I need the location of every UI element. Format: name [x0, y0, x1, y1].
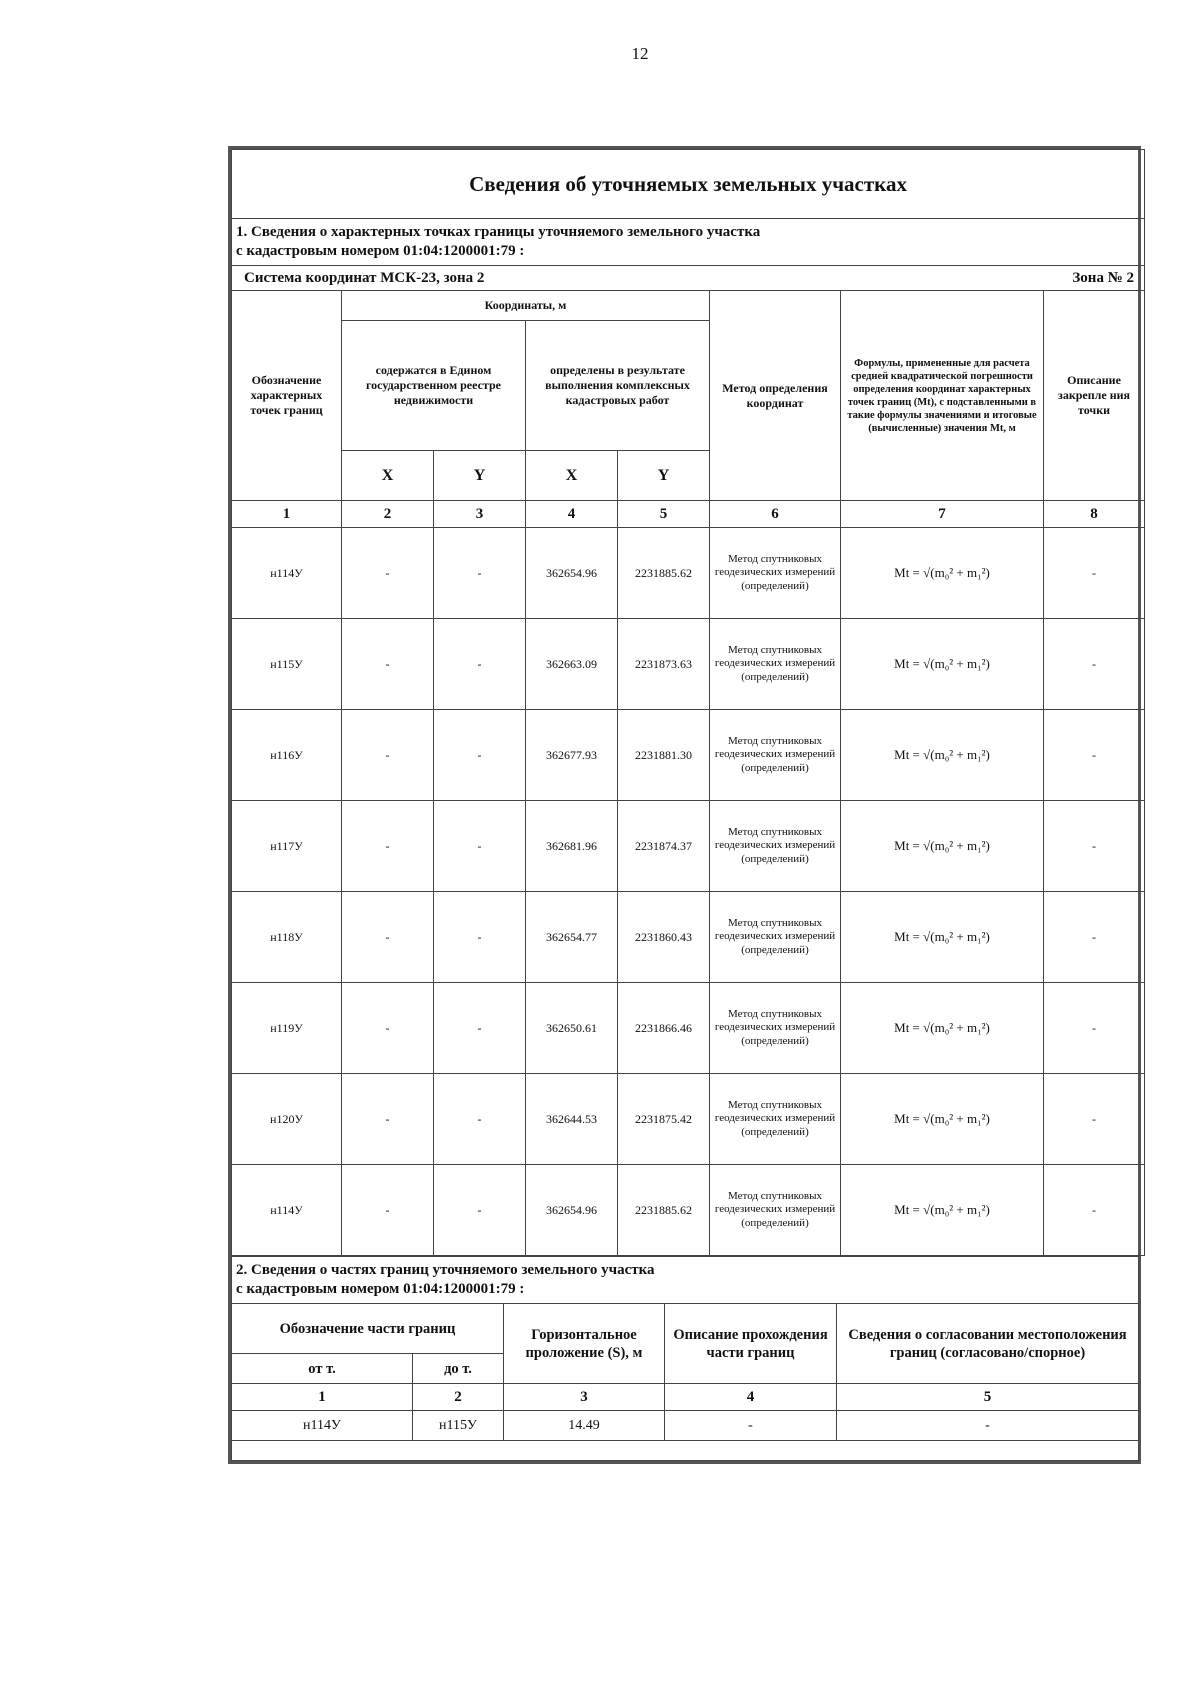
y-registry: -	[434, 528, 526, 619]
blank-row	[232, 1441, 1139, 1461]
header-x-determined: X	[526, 451, 618, 501]
coord-system-row	[232, 266, 1145, 291]
point-description: -	[1044, 983, 1145, 1074]
y-registry: -	[434, 1165, 526, 1256]
x-coordinate: 362681.96	[526, 801, 618, 892]
y-registry: -	[434, 1074, 526, 1165]
formula: Mt = √(m₀² + m₁²)	[841, 1074, 1044, 1165]
column-number: 1	[232, 501, 342, 528]
section1-heading-line2: с кадастровым номером 01:04:1200001:79 :	[236, 243, 525, 259]
x-coordinate: 362654.96	[526, 528, 618, 619]
y-registry: -	[434, 892, 526, 983]
table-row	[232, 1165, 1145, 1256]
document-frame	[228, 146, 1141, 1464]
formula: Mt = √(m₀² + m₁²)	[841, 619, 1044, 710]
header-y-registry: Y	[434, 451, 526, 501]
section2-column-numbers-row	[232, 1384, 1139, 1411]
formula: Mt = √(m₀² + m₁²)	[841, 892, 1044, 983]
header-determined: определены в результате выполнения комплексных кадастровых работ	[526, 321, 710, 451]
formula: Mt = √(m₀² + m₁²)	[841, 528, 1044, 619]
y-registry: -	[434, 619, 526, 710]
x-registry: -	[342, 710, 434, 801]
point-description: -	[1044, 1165, 1145, 1256]
method: Метод спутниковых геодезических измерений (определений)	[710, 1165, 841, 1256]
point-description: -	[1044, 619, 1145, 710]
y-registry: -	[434, 983, 526, 1074]
part-passage: -	[665, 1411, 837, 1441]
table-row	[232, 1411, 1139, 1441]
section1-heading-line1: 1. Сведения о характерных точках границы уточняемого земельного участка	[236, 224, 761, 240]
header-designation: Обозначение характерных точек границ	[232, 291, 342, 501]
table-row	[232, 619, 1145, 710]
column-number: 3	[434, 501, 526, 528]
point-name: н116У	[232, 710, 342, 801]
header-passage: Описание прохождения части границ	[665, 1304, 837, 1384]
method: Метод спутниковых геодезических измерений (определений)	[710, 1074, 841, 1165]
point-description: -	[1044, 801, 1145, 892]
part-to: н115У	[413, 1411, 504, 1441]
method: Метод спутниковых геодезических измерений (определений)	[710, 710, 841, 801]
header-to: до т.	[413, 1354, 504, 1384]
section2-heading-line1: 2. Сведения о частях границ уточняемого земельного участка	[236, 1262, 655, 1278]
column-number: 2	[413, 1384, 504, 1411]
y-registry: -	[434, 710, 526, 801]
header-description: Описание закрепле ния точки	[1044, 291, 1145, 501]
column-number: 5	[837, 1384, 1139, 1411]
point-name: н114У	[232, 1165, 342, 1256]
section2-table	[231, 1256, 1139, 1461]
part-agreement: -	[837, 1411, 1139, 1441]
point-name: н115У	[232, 619, 342, 710]
header-distance: Горизонтальное проложение (S), м	[504, 1304, 665, 1384]
header-method: Метод определения координат	[710, 291, 841, 501]
document-title: Сведения об уточняемых земельных участках	[232, 150, 1145, 219]
column-number: 5	[618, 501, 710, 528]
y-coordinate: 2231874.37	[618, 801, 710, 892]
y-registry: -	[434, 801, 526, 892]
x-registry: -	[342, 892, 434, 983]
table-row	[232, 710, 1145, 801]
x-registry: -	[342, 1074, 434, 1165]
point-name: н118У	[232, 892, 342, 983]
point-description: -	[1044, 1074, 1145, 1165]
x-registry: -	[342, 619, 434, 710]
coord-system: Система координат МСК-23, зона 2	[244, 269, 485, 286]
y-coordinate: 2231866.46	[618, 983, 710, 1074]
header-part: Обозначение части границ	[232, 1304, 504, 1354]
method: Метод спутниковых геодезических измерений (определений)	[710, 983, 841, 1074]
x-coordinate: 362644.53	[526, 1074, 618, 1165]
y-coordinate: 2231873.63	[618, 619, 710, 710]
y-coordinate: 2231881.30	[618, 710, 710, 801]
formula: Mt = √(m₀² + m₁²)	[841, 801, 1044, 892]
y-coordinate: 2231875.42	[618, 1074, 710, 1165]
page-number: 12	[631, 44, 649, 63]
x-registry: -	[342, 528, 434, 619]
x-coordinate: 362650.61	[526, 983, 618, 1074]
x-registry: -	[342, 983, 434, 1074]
column-number: 7	[841, 501, 1044, 528]
part-from: н114У	[232, 1411, 413, 1441]
header-agreement: Сведения о согласовании местоположения границ (согласовано/спорное)	[837, 1304, 1139, 1384]
x-registry: -	[342, 801, 434, 892]
table-row	[232, 801, 1145, 892]
y-coordinate: 2231860.43	[618, 892, 710, 983]
x-registry: -	[342, 1165, 434, 1256]
point-name: н119У	[232, 983, 342, 1074]
section1-table	[231, 149, 1145, 1256]
column-number: 1	[232, 1384, 413, 1411]
column-numbers-row	[232, 501, 1145, 528]
point-name: н117У	[232, 801, 342, 892]
part-distance: 14.49	[504, 1411, 665, 1441]
header-formulas: Формулы, примененные для расчета средней квадратической погрешности определения координат характерных точек границ (Mt), с подставленными в такие формулы значениями и итоговые (вычисленные) значения Mt, м	[841, 291, 1044, 501]
y-coordinate: 2231885.62	[618, 528, 710, 619]
y-coordinate: 2231885.62	[618, 1165, 710, 1256]
section2-heading	[232, 1257, 1139, 1304]
point-description: -	[1044, 892, 1145, 983]
x-coordinate: 362654.77	[526, 892, 618, 983]
formula: Mt = √(m₀² + m₁²)	[841, 1165, 1044, 1256]
x-coordinate: 362677.93	[526, 710, 618, 801]
formula: Mt = √(m₀² + m₁²)	[841, 710, 1044, 801]
x-coordinate: 362654.96	[526, 1165, 618, 1256]
method: Метод спутниковых геодезических измерений (определений)	[710, 619, 841, 710]
method: Метод спутниковых геодезических измерений (определений)	[710, 801, 841, 892]
column-number: 4	[526, 501, 618, 528]
section1-heading	[232, 219, 1145, 266]
x-coordinate: 362663.09	[526, 619, 618, 710]
header-in-registry: содержатся в Едином государственном реестре недвижимости	[342, 321, 526, 451]
header-coordinates: Координаты, м	[342, 291, 710, 321]
column-number: 6	[710, 501, 841, 528]
column-number: 2	[342, 501, 434, 528]
section2-heading-line2: с кадастровым номером 01:04:1200001:79 :	[236, 1281, 525, 1297]
header-x-registry: X	[342, 451, 434, 501]
column-number: 8	[1044, 501, 1145, 528]
column-number: 4	[665, 1384, 837, 1411]
method: Метод спутниковых геодезических измерений (определений)	[710, 892, 841, 983]
point-name: н114У	[232, 528, 342, 619]
point-description: -	[1044, 528, 1145, 619]
header-from: от т.	[232, 1354, 413, 1384]
formula: Mt = √(m₀² + m₁²)	[841, 983, 1044, 1074]
table-row	[232, 1074, 1145, 1165]
point-name: н120У	[232, 1074, 342, 1165]
method: Метод спутниковых геодезических измерений (определений)	[710, 528, 841, 619]
zone-label: Зона № 2	[1072, 269, 1135, 286]
table-row	[232, 528, 1145, 619]
table-row	[232, 892, 1145, 983]
column-number: 3	[504, 1384, 665, 1411]
point-description: -	[1044, 710, 1145, 801]
header-y-determined: Y	[618, 451, 710, 501]
table-row	[232, 983, 1145, 1074]
